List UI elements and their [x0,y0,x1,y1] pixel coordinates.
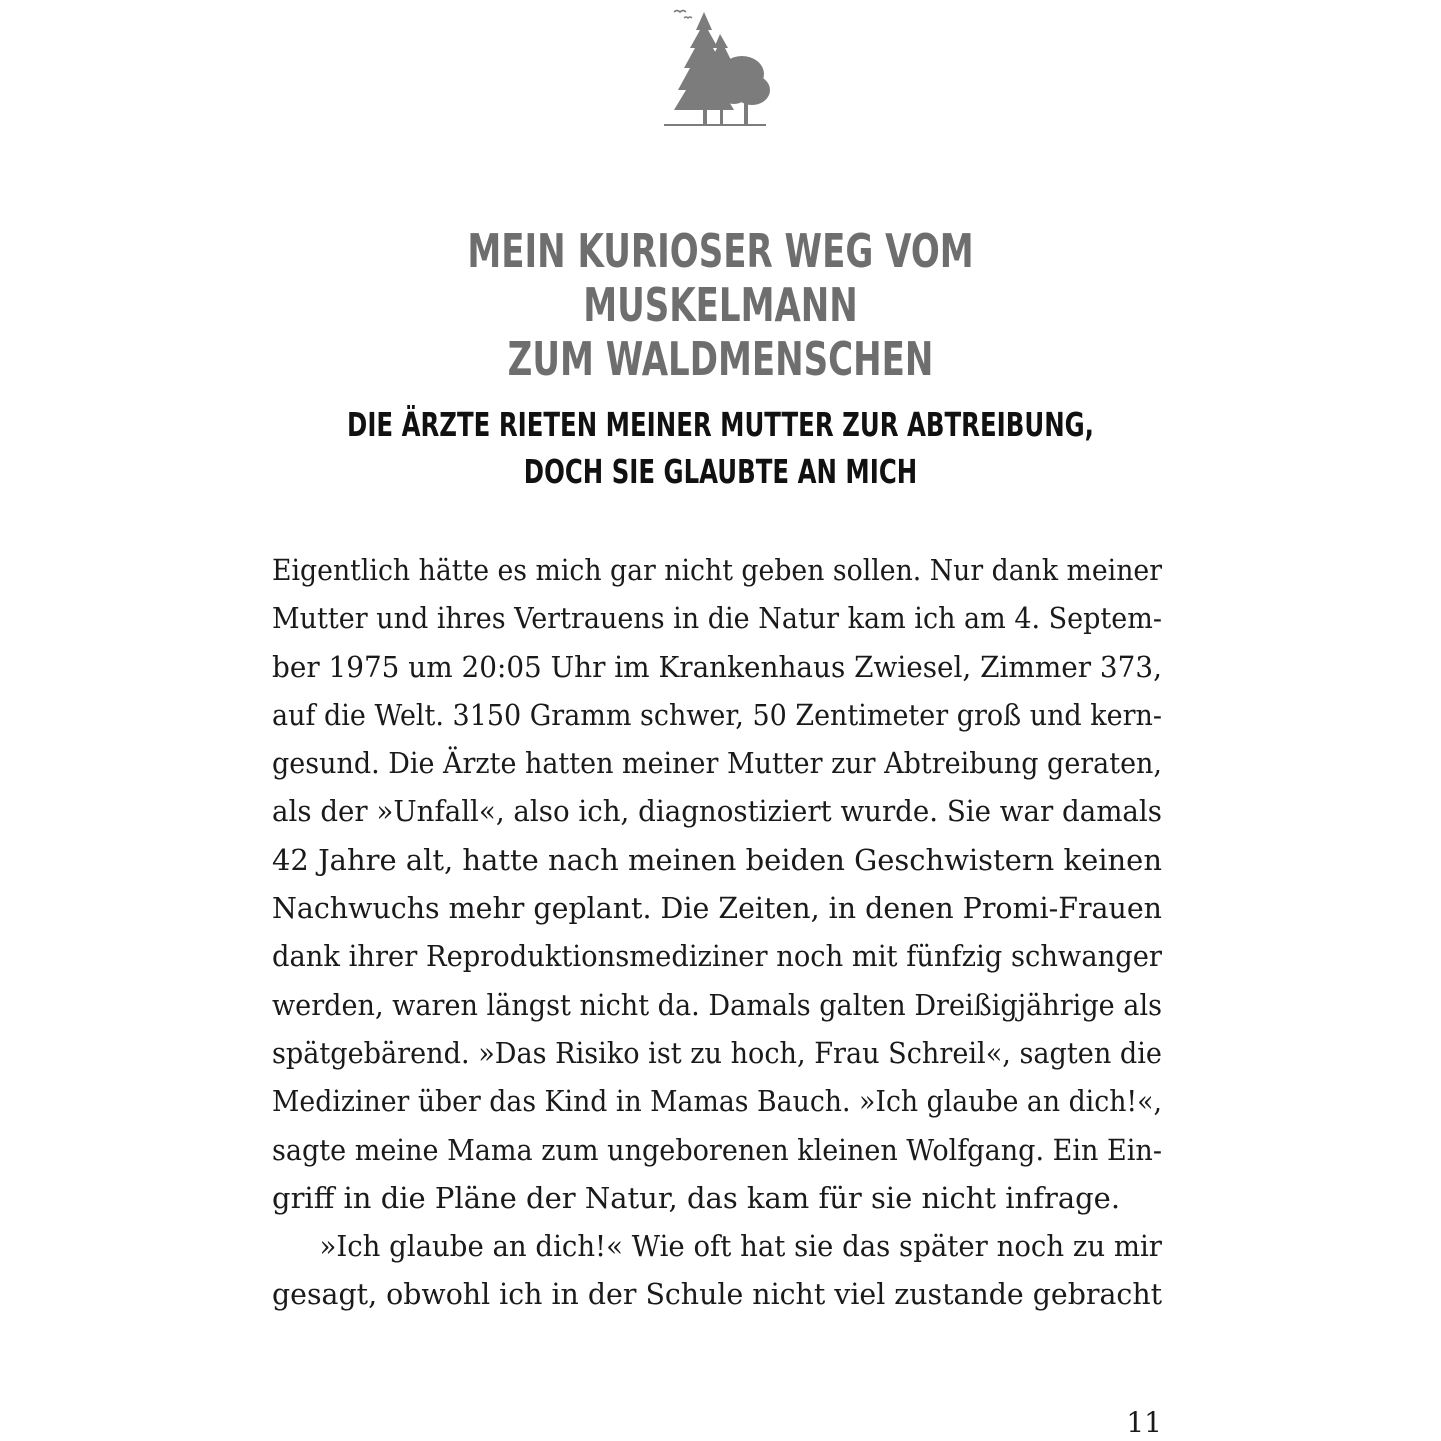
section-title-line: DOCH SIE GLAUBTE AN MICH [523,452,918,491]
text-line: Nachwuchs mehr geplant. Die Zeiten, in denen Promi-Frauen [272,891,1162,926]
text-line: gesund. Die Ärzte hatten meiner Mutter zur Abtreibung geraten, [272,746,1163,781]
text-line: auf die Welt. 3150 Gramm schwer, 50 Zentimeter groß und kern- [272,697,1162,732]
text-line: sagte meine Mama zum ungeborenen kleinen Wolfgang. Ein Ein- [272,1132,1162,1167]
text-line: als der »Unfall«, also ich, diagnostiziert wurde. Sie war damals [272,794,1162,829]
text-line: gesagt, obwohl ich in der Schule nicht viel zustande gebracht [272,1277,1163,1312]
section-title-line: DIE ÄRZTE RIETEN MEINER MUTTER ZUR ABTREIBUNG, [347,405,1094,444]
text-line: dank ihrer Reproduktionsmediziner noch mit fünfzig schwanger [272,939,1162,974]
body-text [272,546,1162,1319]
text-line: Mediziner über das Kind in Mamas Bauch. »Ich glaube an dich!«, [272,1084,1163,1119]
text-line: 42 Jahre alt, hatte nach meinen beiden Geschwistern keinen [272,842,1162,877]
text-line: ber 1975 um 20:05 Uhr im Krankenhaus Zwiesel, Zimmer 373, [272,649,1162,684]
text-line: »Ich glaube an dich!« Wie oft hat sie das später noch zu mir [319,1229,1162,1264]
text-line: Eigentlich hätte es mich gar nicht geben sollen. Nur dank meiner [272,553,1162,587]
text-line: spätgebärend. »Das Risiko ist zu hoch, Frau Schreil«, sagten die [272,1035,1162,1070]
text-line: werden, waren längst nicht da. Damals galten Dreißigjährige als [272,987,1163,1022]
text-line: griff in die Pläne der Natur, das kam für sie nicht infrage. [272,1180,1121,1215]
page-number: 11 [1126,1406,1162,1439]
forest-trees-icon [660,4,772,128]
text-line: Mutter und ihres Vertrauens in die Natur kam ich am 4. Septem- [272,601,1162,636]
section-title [335,401,1105,495]
chapter-title [335,224,1105,386]
chapter-title-line: ZUM WALDMENSCHEN [507,332,934,386]
chapter-title-line: MEIN KURIOSER WEG VOM MUSKELMANN [467,224,974,332]
